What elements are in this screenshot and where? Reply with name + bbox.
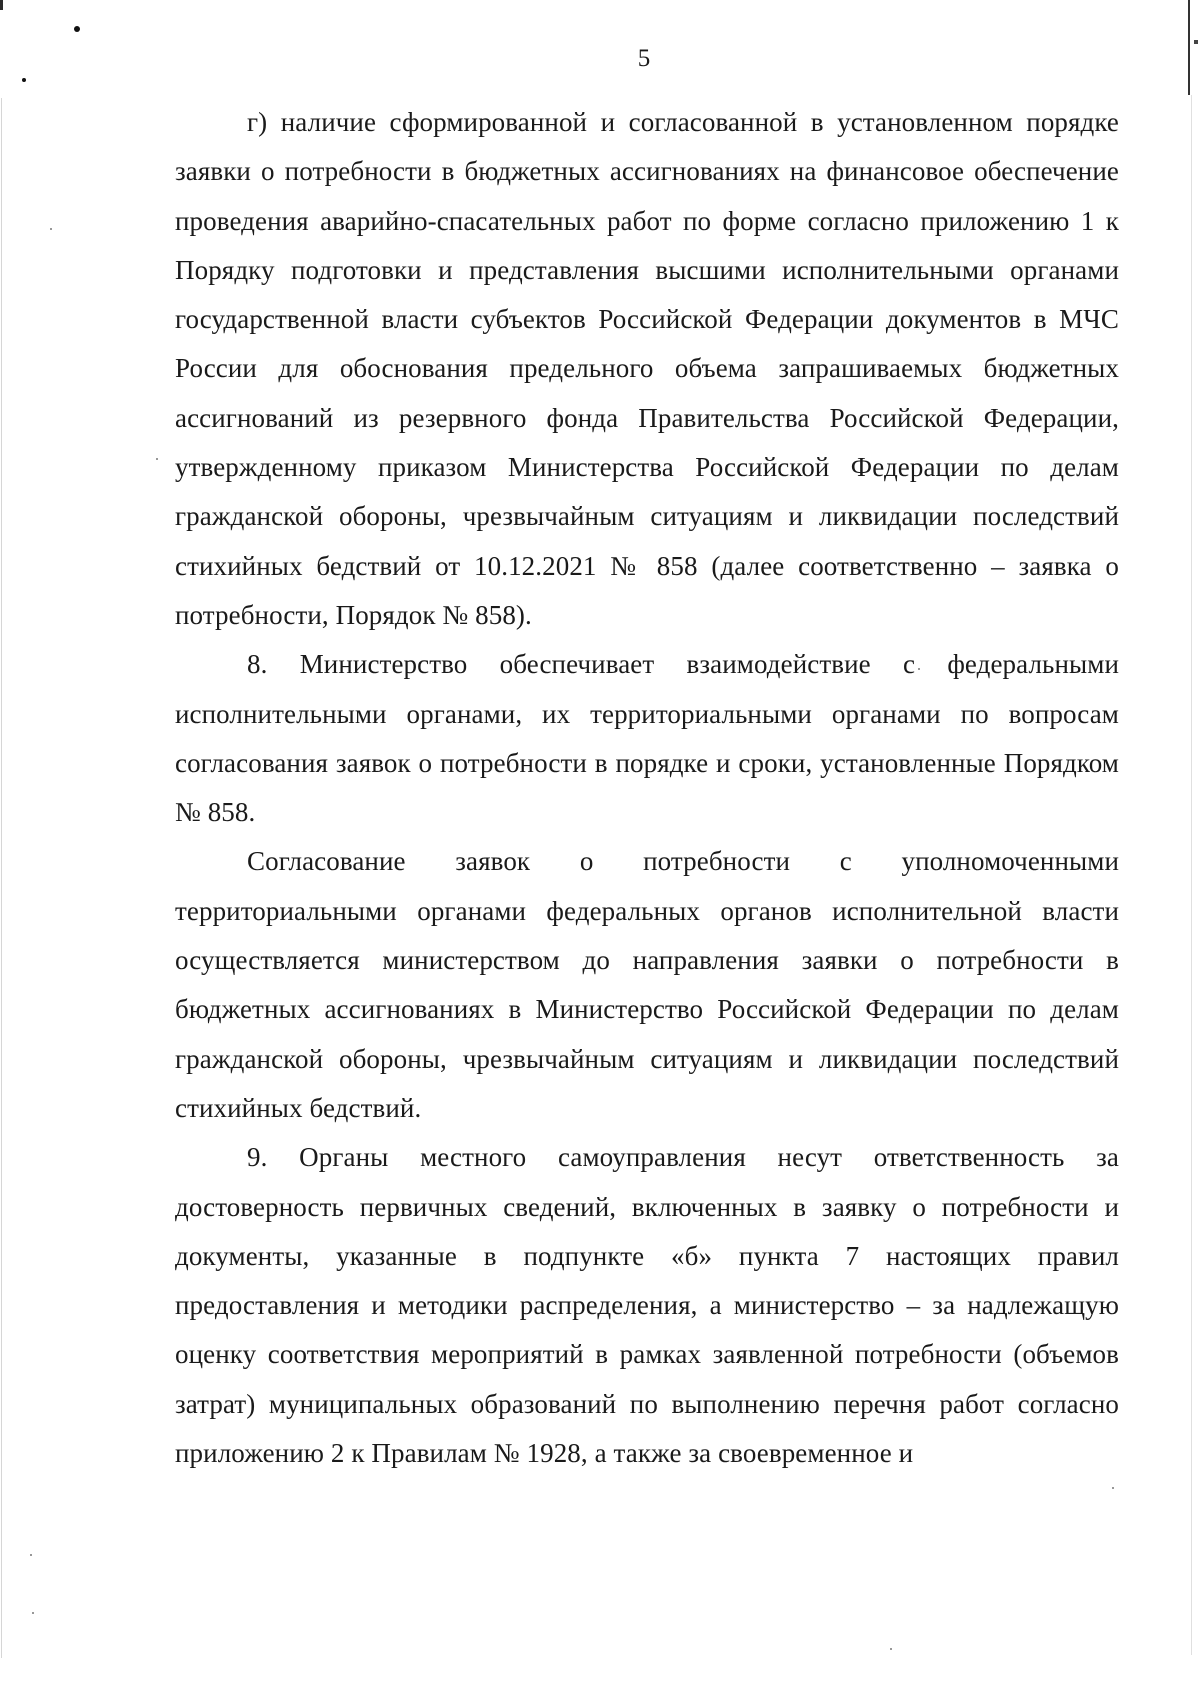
paragraph-item-9: 9. Органы местного самоуправления несут ответственность за достоверность первичных сведений, включенных в заявку о потребности и документы, указанные в подпункте «б» пункта 7 настоящих правил предоставления и методики распределения, а министерство – за надлежащую оценку соответствия мероприятий в рамках заявленной потребности (объемов затрат) муниципальных образований по выполнению перечня работ согласно приложению 2 к Правилам № 1928, а также за своевременное и bbox=[175, 1142, 1119, 1469]
scan-edge-line bbox=[1, 98, 2, 1658]
scan-speck bbox=[890, 1648, 892, 1650]
scan-dot bbox=[74, 26, 80, 32]
scan-speck bbox=[30, 1554, 32, 1556]
page-number: 5 bbox=[637, 45, 651, 72]
scan-edge-mark bbox=[0, 0, 3, 10]
paragraph-subitem-g: г) наличие сформированной и согласованной в установленном порядке заявки о потребности в бюджетных ассигнованиях на финансовое обеспечение проведения аварийно-спасательных работ по форме согласно приложению 1 к Порядку подготовки и представления высшими исполнительными органами государственной власти субъектов Российской Федерации документов в МЧС России для обоснования предельного объема запрашиваемых бюджетных ассигнований из резервного фонда Правительства Российской Федерации, утвержденному приказом Министерства Российской Федерации по делам гражданской обороны, чрезвычайным ситуациям и ликвидации последствий стихийных бедствий от 10.12.2021 № 858 (далее соответственно – заявка о потребности, Порядок № 858). bbox=[175, 107, 1119, 630]
scan-speck bbox=[50, 228, 52, 230]
scan-edge-line bbox=[1191, 95, 1192, 1655]
scan-speck bbox=[156, 458, 158, 460]
scan-speck bbox=[32, 1612, 34, 1614]
document-body bbox=[175, 98, 1119, 1478]
paragraph-approval: Согласование заявок о потребности с уполномоченными территориальными органами федеральных органов исполнительной власти осуществляется министерством до направления заявки о потребности в бюджетных ассигнованиях в Министерство Российской Федерации по делам гражданской обороны, чрезвычайным ситуациям и ликвидации последствий стихийных бедствий. bbox=[175, 846, 1119, 1123]
scan-speck bbox=[1112, 1487, 1114, 1489]
paragraph-item-8: 8. Министерство обеспечивает взаимодействие с федеральными исполнительными органами, их территориальными органами по вопросам согласования заявок о потребности в порядке и сроки, установленные Порядком № 858. bbox=[175, 649, 1119, 828]
scan-dot bbox=[22, 78, 26, 82]
